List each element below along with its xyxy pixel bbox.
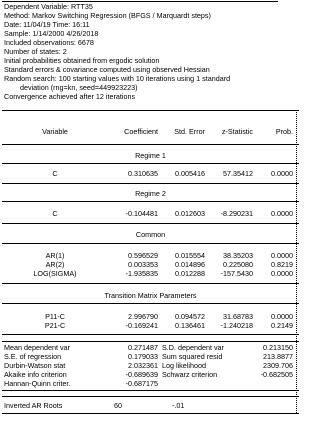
regime-2-z-statistic: -8.290231 — [220, 209, 253, 218]
stat-value-right-2: 2309.706 — [263, 361, 293, 370]
rule-above-columns — [2, 110, 299, 111]
stat-value-right-3: -0.682505 — [260, 370, 293, 379]
common-row-ar1-z-statistic: 38.35203 — [223, 251, 253, 260]
stat-value-left-3: -0.689639 — [125, 370, 158, 379]
common-row-logsigma-z-statistic: -157.5430 — [220, 269, 253, 278]
common-row-logsigma-prob: 0.0000 — [271, 269, 293, 278]
transition-row-p11-coefficient: 2.996790 — [128, 312, 158, 321]
col-z-statistic: z-Statistic — [221, 127, 253, 136]
common-row-ar1-variable: AR(1) — [45, 251, 65, 260]
roots-value-2: -.01 — [172, 401, 185, 410]
header-date: Date: 11/04/19 Time: 16:11 — [4, 20, 90, 29]
section-title-common: Common — [135, 230, 166, 239]
common-row-logsigma-variable: LOG(SIGMA) — [33, 269, 77, 278]
section-title-regime-2: Regime 2 — [135, 189, 166, 198]
transition-row-p11-variable: P11-C — [45, 312, 65, 321]
col-coefficient: Coefficient — [124, 127, 158, 136]
section-title-transition: Transition Matrix Parameters — [104, 291, 197, 300]
transition-row-p21-std-error: 0.136461 — [175, 321, 205, 330]
rule-end-transition — [2, 334, 299, 335]
col-std-error: Std. Error — [174, 127, 205, 136]
header-initial-probabilities: Initial probabilities obtained from ergodic solution — [4, 56, 160, 65]
transition-row-p21-coefficient: -0.169241 — [125, 321, 158, 330]
roots-value-1: 60 — [114, 401, 122, 410]
section-title-regime-1: Regime 1 — [135, 151, 166, 160]
rule-end-regime-2 — [2, 223, 299, 224]
header-random-search: Random search: 100 starting values with 10 iterations using 1 standard — [4, 74, 231, 83]
rule-regime-1 — [2, 163, 299, 164]
common-row-ar2-std-error: 0.014896 — [175, 260, 205, 269]
common-row-ar2-coefficient: 0.003353 — [128, 260, 158, 269]
transition-row-p11-prob: 0.0000 — [271, 312, 293, 321]
regime-2-std-error: 0.012603 — [175, 209, 205, 218]
transition-row-p21-z-statistic: -1.240218 — [220, 321, 253, 330]
header-states: Number of states: 2 — [4, 47, 67, 56]
stat-label-left-2: Durbin-Watson stat — [4, 361, 66, 370]
col-prob: Prob. — [275, 127, 293, 136]
rule-common — [2, 243, 299, 244]
rule-end-regime-1 — [2, 183, 299, 184]
common-row-logsigma-std-error: 0.012288 — [175, 269, 205, 278]
stat-value-left-4: -0.687175 — [125, 379, 158, 388]
stat-label-left-0: Mean dependent var — [4, 343, 70, 352]
rule-end-common — [2, 283, 299, 284]
transition-row-p11-std-error: 0.094572 — [175, 312, 205, 321]
stat-label-right-2: Log likelihood — [162, 361, 206, 370]
rule-below-stats — [2, 390, 299, 391]
header-observations: Included observations: 6678 — [4, 38, 94, 47]
stat-value-right-0: 0.213150 — [263, 343, 293, 352]
common-row-ar2-variable: AR(2) — [45, 260, 65, 269]
regime-1-coefficient: 0.310635 — [128, 169, 158, 178]
rule-below-columns — [2, 144, 299, 145]
stat-value-left-2: 2.032361 — [128, 361, 158, 370]
stat-label-left-3: Akaike info criterion — [4, 370, 67, 379]
regime-1-std-error: 0.005416 — [175, 169, 205, 178]
rule-above-stats — [2, 341, 299, 342]
rule-below-roots — [2, 413, 299, 414]
header-convergence: Convergence achieved after 12 iterations — [4, 92, 136, 101]
regime-2-coefficient: -0.104481 — [125, 209, 158, 218]
header-method: Method: Markov Switching Regression (BFGS / Marquardt steps) — [4, 11, 211, 20]
rule-regime-2 — [2, 201, 299, 202]
common-row-ar1-std-error: 0.015554 — [175, 251, 205, 260]
transition-row-p21-variable: P21-C — [44, 321, 66, 330]
regime-2-variable: C — [52, 209, 58, 218]
regime-1-prob: 0.0000 — [271, 169, 293, 178]
transition-row-p21-prob: 0.2149 — [271, 321, 293, 330]
header-random-search-cont: deviation (rng=kn, seed=449923223) — [20, 83, 138, 92]
stat-label-right-0: S.D. dependent var — [162, 343, 224, 352]
right-edge-rule — [296, 110, 297, 413]
stat-value-left-0: 0.271487 — [128, 343, 158, 352]
col-variable: Variable — [42, 127, 68, 136]
regime-1-variable: C — [52, 169, 58, 178]
common-row-logsigma-coefficient: -1.935835 — [125, 269, 158, 278]
stat-label-right-1: Sum squared resid — [162, 352, 223, 361]
rule-above-roots — [2, 396, 299, 397]
rule-transition — [2, 303, 299, 304]
common-row-ar2-z-statistic: 0.225080 — [223, 260, 253, 269]
stat-label-left-4: Hannan-Quinn criter. — [4, 379, 71, 388]
regime-1-z-statistic: 57.35412 — [223, 169, 253, 178]
stat-value-right-1: 213.8877 — [263, 352, 293, 361]
transition-row-p11-z-statistic: 31.68783 — [223, 312, 253, 321]
common-row-ar1-coefficient: 0.596529 — [128, 251, 158, 260]
roots-label: Inverted AR Roots — [4, 401, 63, 410]
stat-label-right-3: Schwarz criterion — [162, 370, 218, 379]
header-sample: Sample: 1/14/2000 4/26/2018 — [4, 29, 99, 38]
header-dependent-variable: Dependent Variable: RTT35 — [4, 2, 93, 11]
stat-label-left-1: S.E. of regression — [4, 352, 62, 361]
common-row-ar2-prob: 0.8219 — [271, 260, 293, 269]
header-standard-errors: Standard errors & covariance computed using observed Hessian — [4, 65, 210, 74]
regime-2-prob: 0.0000 — [271, 209, 293, 218]
common-row-ar1-prob: 0.0000 — [271, 251, 293, 260]
stat-value-left-1: 0.179033 — [128, 352, 158, 361]
